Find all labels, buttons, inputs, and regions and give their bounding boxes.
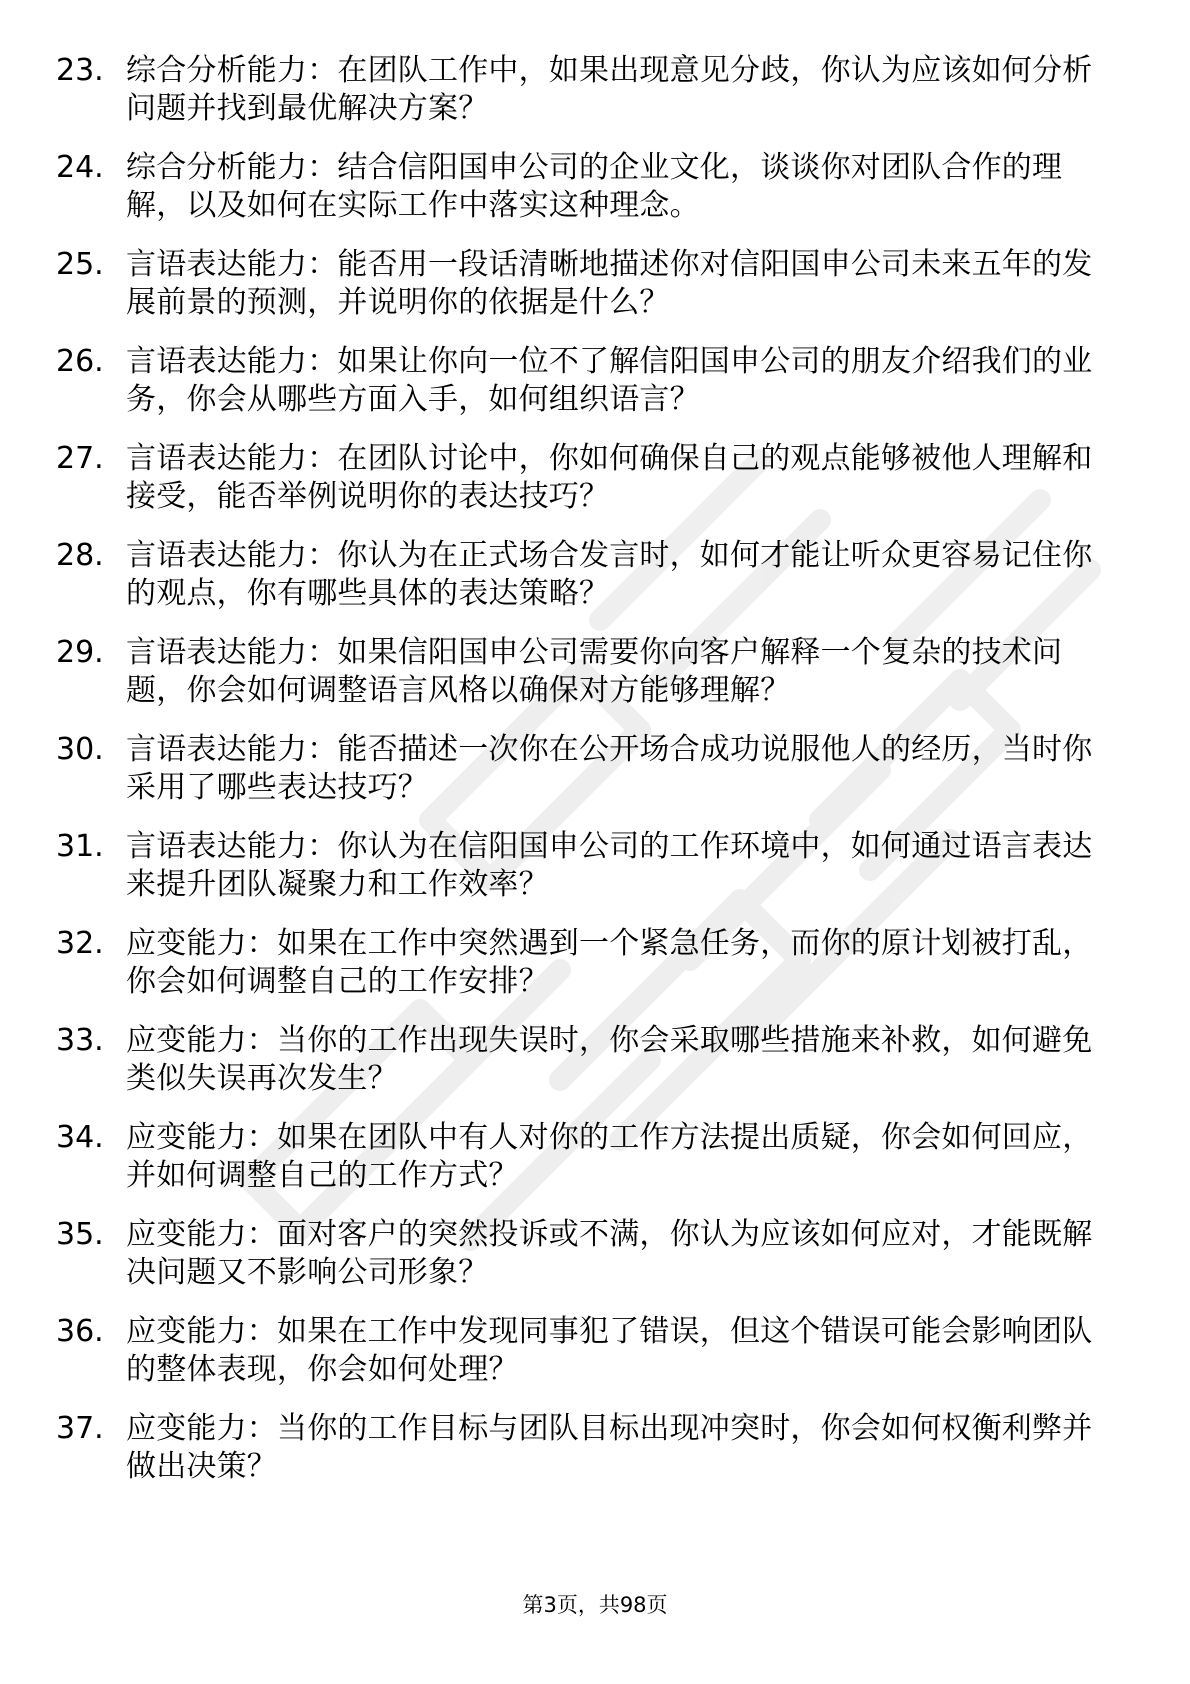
question-number: 28. xyxy=(56,538,104,573)
question-number: 36. xyxy=(56,1314,104,1349)
page-number: 第3页，共98页 xyxy=(522,1593,668,1617)
list-item xyxy=(0,343,1190,440)
question-text: 言语表达能力：如果信阳国申公司需要你向客户解释一个复杂的技术问题，你会如何调整语言风格以确保对方能够理解？ xyxy=(126,635,1063,708)
question-number: 37. xyxy=(56,1411,104,1446)
list-item xyxy=(0,1119,1190,1216)
list-item xyxy=(0,1410,1190,1507)
list-item xyxy=(0,731,1190,828)
question-text: 应变能力：如果在工作中发现同事犯了错误，但这个错误可能会影响团队的整体表现，你会如何处理？ xyxy=(126,1314,1093,1387)
question-text: 言语表达能力：能否描述一次你在公开场合成功说服他人的经历，当时你采用了哪些表达技巧？ xyxy=(126,732,1093,805)
list-item xyxy=(0,246,1190,343)
question-text: 言语表达能力：你认为在信阳国申公司的工作环境中，如何通过语言表达来提升团队凝聚力和工作效率？ xyxy=(126,829,1093,902)
question-text: 应变能力：面对客户的突然投诉或不满，你认为应该如何应对，才能既解决问题又不影响公司形象？ xyxy=(126,1217,1093,1290)
question-number: 32. xyxy=(56,926,104,961)
question-text: 应变能力：如果在工作中突然遇到一个紧急任务，而你的原计划被打乱，你会如何调整自己的工作安排？ xyxy=(126,926,1093,999)
question-text: 综合分析能力：结合信阳国申公司的企业文化，谈谈你对团队合作的理解，以及如何在实际工作中落实这种理念。 xyxy=(126,150,1063,223)
list-item xyxy=(0,440,1190,537)
list-item xyxy=(0,828,1190,925)
question-number: 24. xyxy=(56,150,104,185)
question-number: 35. xyxy=(56,1217,104,1252)
question-text: 言语表达能力：你认为在正式场合发言时，如何才能让听众更容易记住你的观点，你有哪些具体的表达策略？ xyxy=(126,538,1093,611)
list-item xyxy=(0,149,1190,246)
question-number: 29. xyxy=(56,635,104,670)
question-text: 应变能力：当你的工作目标与团队目标出现冲突时，你会如何权衡利弊并做出决策？ xyxy=(126,1411,1093,1484)
list-item xyxy=(0,634,1190,731)
question-number: 31. xyxy=(56,829,104,864)
question-number: 30. xyxy=(56,732,104,767)
list-item xyxy=(0,537,1190,634)
question-text: 应变能力：如果在团队中有人对你的工作方法提出质疑，你会如何回应，并如何调整自己的工作方式？ xyxy=(126,1120,1093,1193)
question-number: 26. xyxy=(56,344,104,379)
question-text: 言语表达能力：在团队讨论中，你如何确保自己的观点能够被他人理解和接受，能否举例说明你的表达技巧？ xyxy=(126,441,1093,514)
question-number: 33. xyxy=(56,1023,104,1058)
question-number: 34. xyxy=(56,1120,104,1155)
question-number: 25. xyxy=(56,247,104,282)
question-text: 应变能力：当你的工作出现失误时，你会采取哪些措施来补救，如何避免类似失误再次发生？ xyxy=(126,1023,1093,1096)
question-number: 27. xyxy=(56,441,104,476)
list-item xyxy=(0,925,1190,1022)
question-text: 言语表达能力：能否用一段话清晰地描述你对信阳国申公司未来五年的发展前景的预测，并说明你的依据是什么？ xyxy=(126,247,1093,320)
list-item xyxy=(0,1216,1190,1313)
list-item xyxy=(0,1313,1190,1410)
question-text: 综合分析能力：在团队工作中，如果出现意见分歧，你认为应该如何分析问题并找到最优解决方案？ xyxy=(126,53,1093,126)
question-number: 23. xyxy=(56,53,104,88)
list-item xyxy=(0,1022,1190,1119)
question-list xyxy=(0,52,1190,1507)
list-item xyxy=(0,52,1190,149)
question-text: 言语表达能力：如果让你向一位不了解信阳国申公司的朋友介绍我们的业务，你会从哪些方面入手，如何组织语言？ xyxy=(126,344,1093,417)
